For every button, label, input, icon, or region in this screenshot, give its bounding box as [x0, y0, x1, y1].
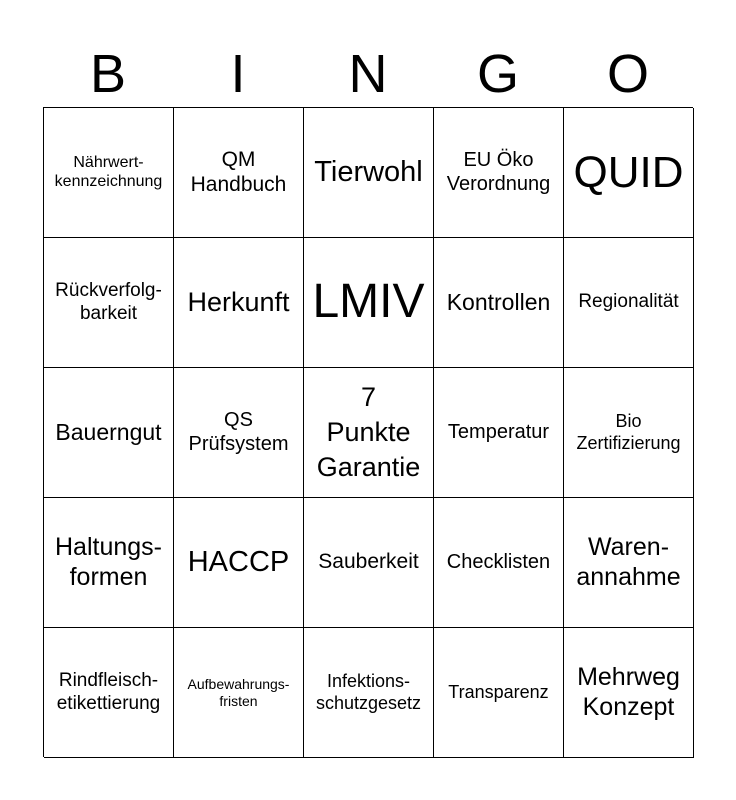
cell-label: Transparenz: [448, 681, 549, 702]
bingo-cell[interactable]: [434, 108, 564, 238]
cell-label: Mehrweg Konzept: [577, 663, 680, 721]
bingo-cell[interactable]: [304, 108, 434, 238]
bingo-cell[interactable]: [174, 368, 304, 498]
cell-label: Regionalität: [578, 291, 679, 313]
cell-label: Bio Zertifizierung: [576, 411, 681, 453]
cell-label: Herkunft: [187, 286, 290, 317]
bingo-cell[interactable]: [304, 238, 434, 368]
bingo-cell[interactable]: [304, 628, 434, 758]
cell-label: HACCP: [187, 546, 290, 579]
bingo-cell[interactable]: [44, 108, 174, 238]
cell-label: Rückverfolg- barkeit: [55, 280, 162, 324]
bingo-header: [43, 42, 693, 106]
bingo-cell[interactable]: [44, 628, 174, 758]
bingo-cell[interactable]: [564, 628, 694, 758]
cell-label: Bauerngut: [55, 418, 162, 445]
cell-label: QM Handbuch: [190, 147, 287, 196]
cell-label: Kontrollen: [446, 288, 551, 315]
header-letter-g: G: [476, 44, 519, 104]
bingo-cell[interactable]: [564, 368, 694, 498]
cell-label: 7 Punkte Garantie: [316, 381, 421, 483]
cell-label: Nährwert- kennzeichnung: [54, 153, 163, 190]
bingo-cell[interactable]: [44, 368, 174, 498]
bingo-cell[interactable]: [174, 628, 304, 758]
bingo-cell[interactable]: [174, 238, 304, 368]
header-letter-b: B: [89, 44, 127, 104]
header-letter-o: O: [606, 44, 649, 104]
bingo-cell[interactable]: [434, 368, 564, 498]
bingo-cell[interactable]: [174, 498, 304, 628]
cell-label: Rindfleisch- etikettierung: [56, 670, 161, 714]
cell-label: QUID: [573, 147, 684, 197]
bingo-cell[interactable]: [304, 368, 434, 498]
cell-label: Temperatur: [447, 420, 550, 443]
bingo-cell[interactable]: [44, 498, 174, 628]
cell-label: Tierwohl: [314, 156, 423, 189]
cell-label: LMIV: [312, 275, 425, 329]
cell-label: Sauberkeit: [318, 550, 419, 574]
cell-label: Checklisten: [446, 550, 551, 573]
bingo-cell[interactable]: [304, 498, 434, 628]
bingo-cell[interactable]: [44, 238, 174, 368]
cell-label: EU Öko Verordnung: [446, 148, 551, 195]
bingo-grid: [43, 107, 693, 757]
bingo-cell[interactable]: [434, 238, 564, 368]
cell-label: Waren- annahme: [576, 533, 681, 591]
cell-label: Aufbewahrungs- fristen: [187, 675, 290, 709]
bingo-cell[interactable]: [434, 498, 564, 628]
bingo-cell[interactable]: [174, 108, 304, 238]
cell-label: QS Prüfsystem: [188, 408, 289, 455]
header-letter-n: N: [348, 44, 388, 104]
bingo-cell[interactable]: [434, 628, 564, 758]
bingo-cell[interactable]: [564, 238, 694, 368]
bingo-cell[interactable]: [564, 498, 694, 628]
cell-label: Haltungs- formen: [55, 533, 162, 591]
header-letter-i: I: [230, 44, 246, 104]
cell-label: Infektions- schutzgesetz: [315, 671, 422, 713]
bingo-cell[interactable]: [564, 108, 694, 238]
